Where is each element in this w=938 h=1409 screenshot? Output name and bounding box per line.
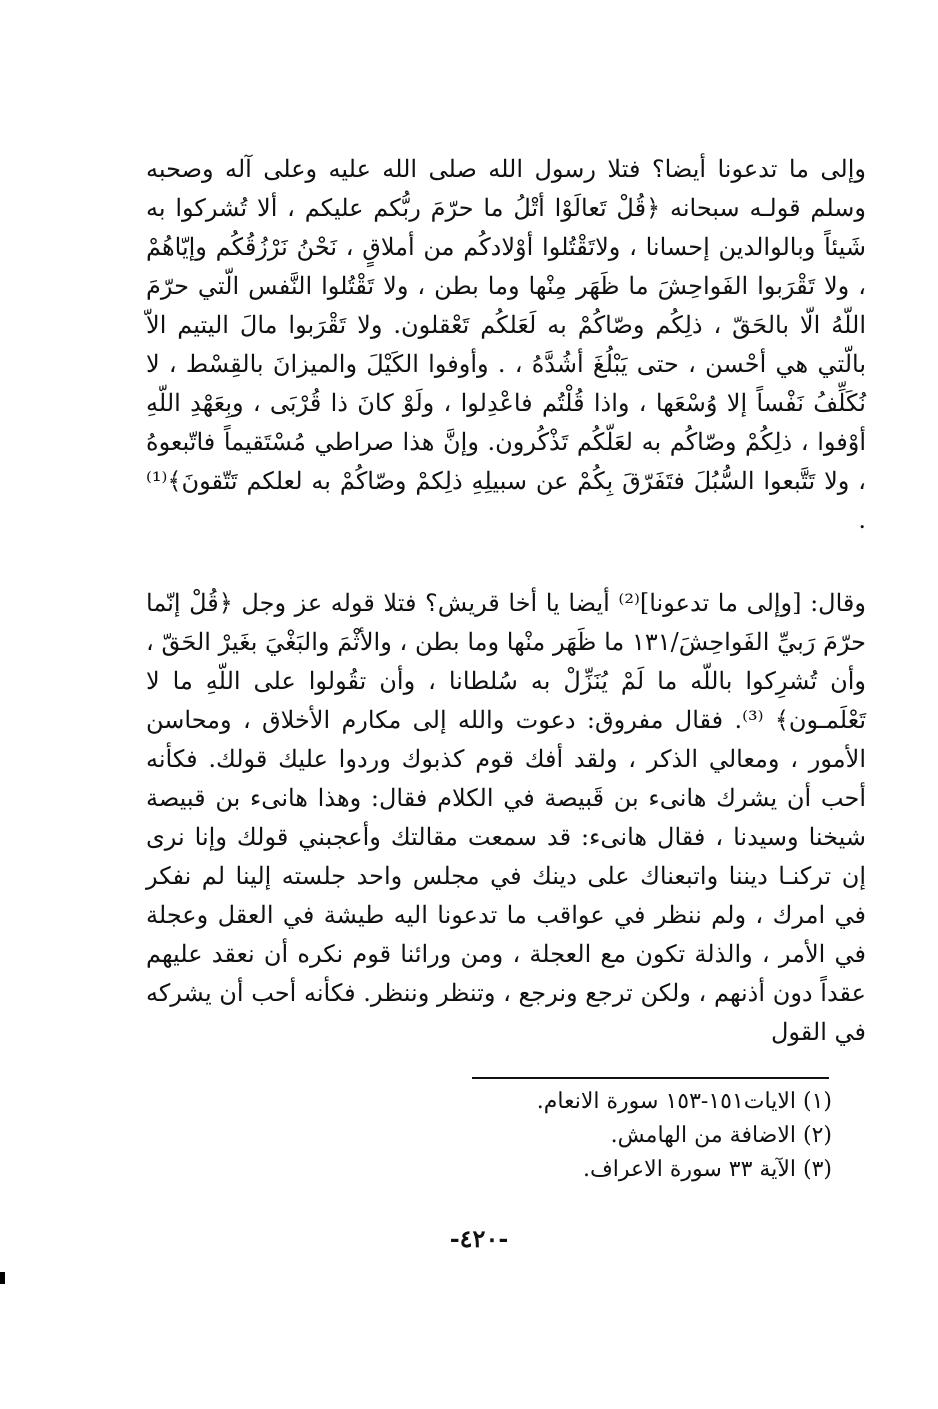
footnote-1: (١) الايات١٥١-١٥٣ سورة الانعام. bbox=[536, 1089, 832, 1114]
body-paragraph-2: وقال: [وإلى ما تدعونا]⁽²⁾ أيضا يا أخا قريش؟ فتلا قوله عز وجل ﴿قُلْ إنّما حرّمَ رَبيِّ الفَواحِشَ/١٣١ ما ظَهَر منْها وما بطن ، والأثْمَ والبَغْيَ بغَيرْ الحَقّ ، وأن تُشرِكوا باللّه ما لَمْ يُنَزِّلْ به سُلطانا ، وأن تقُولوا على اللّهِ ما لا تَعْلَمـون﴾ ⁽³⁾. فقال مفروق: دعوت والله إلى مكارم الأخلاق ، ومحاسن الأمور ، ومعالي الذكر ، ولقد أفك قوم كذبوك وردوا عليك قولك. فكأنه أحب أن يشرك هانىء بن قَبيصة في الكلام فقال: وهذا هانىء بن قبيصة شيخنا وسيدنا ، فقال هانىء: قد سمعت مقالتك وأعجبني قولك وإنا نرى إن تركنـا ديننا واتبعناك على دينك في مجلس واحد جلسته إلينا لم نفكر في امرك ، ولم ننظر في عواقب ما تدعونا اليه طيشة في العقل وعجلة في الأمر ، والذلة تكون مع العجلة ، ومن ورائنا قوم نكره أن نعقد عليهم عقداً دون أذنهم ، ولكن ترجع ونرجع ، وتنظر وننظر. فكأنه أحب أن يشركه في القول bbox=[146, 589, 867, 1046]
footnotes bbox=[520, 1085, 832, 1187]
footnote-3: (٣) الآية ٣٣ سورة الاعراف. bbox=[583, 1157, 832, 1182]
body-paragraph-1: وإلى ما تدعونا أيضا؟ فتلا رسول الله صلى الله عليه وعلى آله وصحبه وسلم قولـه سبحانه ﴿قُلْ تَعالَوْا أتْلُ ما حرّمَ ربُّكم عليكم ، ألا تُشركوا به شَيئاً وبالوالدين إحسانا ، ولاتَقْتُلوا أوْلادكُم من أملاقٍ ، نَحْنُ نَرْزُقُكُم وإيّاهُمْ ، ولا تَقْرَبوا الفَواحِشَ ما ظَهَر مِنْها وما بطن ، ولا تَقْتُلوا النَّفس الّتي حرّمَ اللّهُ الّا بالحَقّ ، ذلِكُم وصّاكُمْ به لَعَلكُم تَعْقلون. ولا تَقْرَبوا مالَ اليتيم الاّ بالّتي هي أحْسن ، حتى يَبْلُغَ أشُدَّهُ ، . وأوفوا الكَيْلَ والميزانَ بالقِسْط ، لا نُكَلِّفُ نَفْساً إلا وُسْعَها ، واذا قُلْتُم فاعْدِلوا ، ولَوْ كانَ ذا قُرْبَى ، وبِعَهْدِ اللّهِ أوْفوا ، ذلِكُمْ وصّاكُم به لعَلّكُم تَذْكُرون. وإنَّ هذا صراطي مُسْتَقيماً فاتّبعوهُ ، ولا تَتَّبعوا السُّبُلَ فتَفَرّقَ بِكُمْ عن سبيلِهِ ذلِكمْ وصّاكُمْ به لعلكم تَتّقونَ﴾⁽¹⁾ . bbox=[146, 155, 867, 534]
footnote-2: (٢) الاضافة من الهامش. bbox=[610, 1123, 832, 1148]
page-number: -٤٢٠- bbox=[449, 1224, 509, 1253]
footnote-separator-line bbox=[472, 1077, 829, 1079]
scan-edge-mark bbox=[0, 1272, 5, 1284]
